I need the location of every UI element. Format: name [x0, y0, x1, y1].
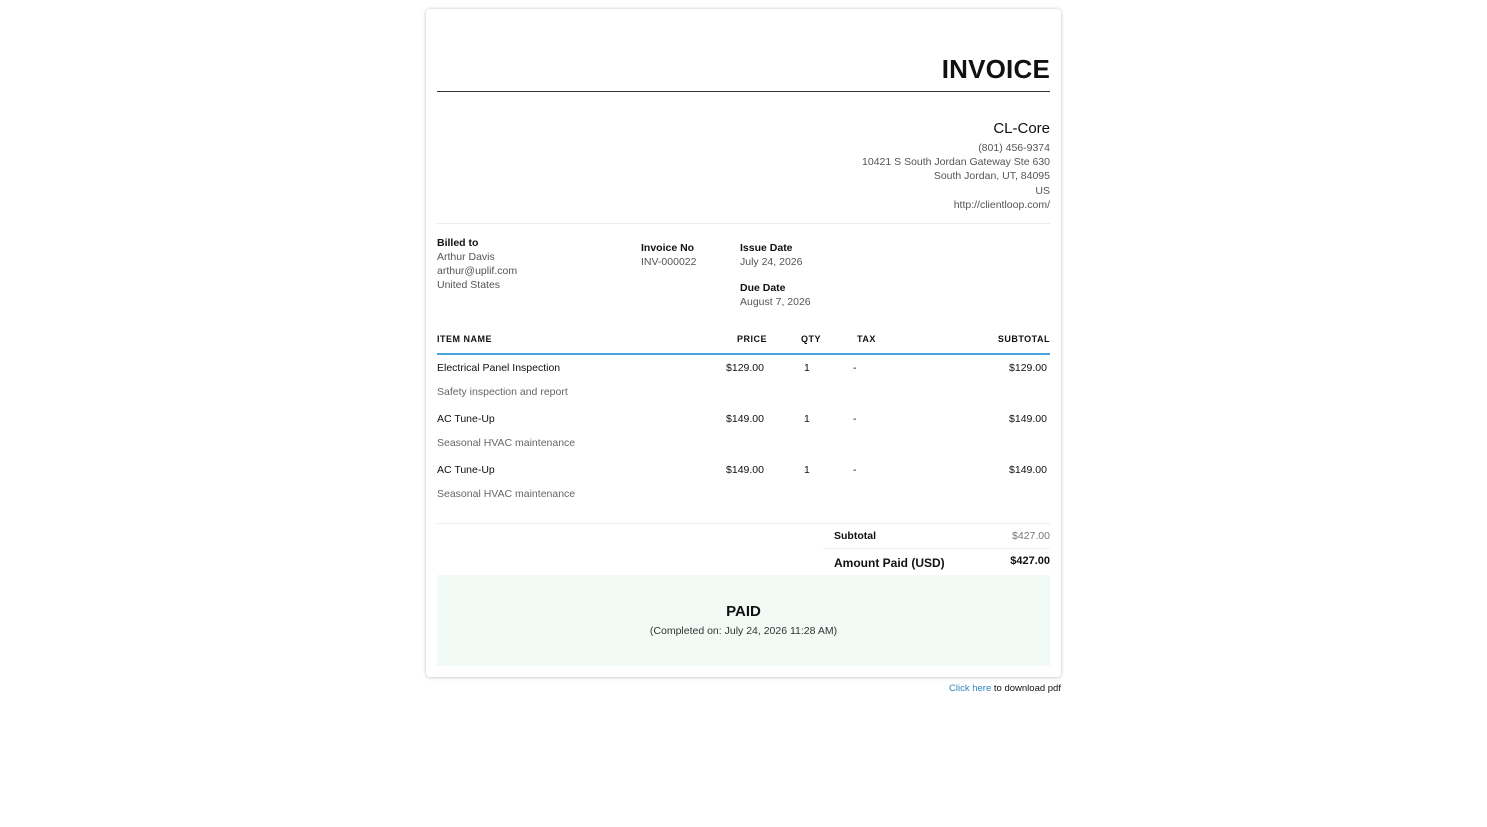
client-name: Arthur Davis [437, 251, 495, 263]
payment-completed-date: (Completed on: July 24, 2026 11:28 AM) [649, 625, 838, 637]
subtotal-value: $427.00 [1012, 530, 1050, 542]
item-price: $149.00 [726, 413, 764, 425]
company-phone: (801) 456-9374 [978, 142, 1050, 154]
invoice-number-value: INV-000022 [641, 256, 697, 268]
item-description: Seasonal HVAC maintenance [437, 488, 576, 500]
title-divider [437, 91, 1050, 92]
issue-date [740, 241, 802, 269]
item-price: $129.00 [726, 362, 764, 374]
company-address-line1: 10421 S South Jordan Gateway Ste 630 [862, 156, 1050, 169]
due-date-label: Due Date [740, 282, 786, 294]
download-pdf [949, 683, 1061, 694]
table-header-divider [437, 353, 1050, 355]
due-date-value: August 7, 2026 [740, 296, 811, 308]
due-date [740, 281, 811, 309]
item-name: AC Tune-Up [437, 413, 495, 425]
item-name: AC Tune-Up [437, 464, 495, 476]
invoice-title: INVOICE [941, 54, 1050, 84]
company-divider [437, 223, 1050, 224]
items-divider [437, 523, 1050, 524]
header-subtotal: SUBTOTAL [997, 334, 1050, 344]
table-row [437, 362, 1050, 413]
invoice-content [437, 9, 1050, 677]
download-pdf-text: to download pdf [991, 683, 1061, 694]
client-email: arthur@uplif.com [437, 265, 518, 278]
item-tax: - [853, 362, 857, 374]
header-qty: QTY [801, 334, 822, 344]
item-qty: 1 [804, 464, 810, 476]
summary-divider [823, 548, 1050, 549]
issue-date-value: July 24, 2026 [740, 256, 803, 268]
company-info [862, 119, 1050, 212]
item-qty: 1 [804, 413, 810, 425]
company-address-line2: South Jordan, UT, 84095 [933, 170, 1050, 183]
payment-status: PAID [726, 603, 761, 620]
billed-to [437, 236, 517, 293]
amount-paid-value: $427.00 [1010, 555, 1050, 567]
amount-paid-label: Amount Paid (USD) [834, 556, 945, 570]
invoice-card [426, 9, 1061, 677]
header-tax: TAX [857, 334, 876, 344]
item-description: Safety inspection and report [437, 386, 568, 398]
company-country: US [1035, 184, 1050, 197]
item-name: Electrical Panel Inspection [437, 362, 561, 374]
item-qty: 1 [804, 362, 810, 374]
client-country: United States [437, 279, 501, 292]
item-subtotal: $149.00 [1009, 464, 1047, 476]
item-tax: - [853, 413, 857, 425]
issue-date-label: Issue Date [740, 242, 793, 254]
header-item-name: ITEM NAME [437, 334, 492, 344]
item-description: Seasonal HVAC maintenance [437, 437, 576, 449]
subtotal-label: Subtotal [834, 530, 876, 542]
company-website: http://clientloop.com/ [953, 198, 1050, 211]
invoice-number-label: Invoice No [641, 242, 695, 254]
table-row [437, 413, 1050, 464]
header-price: PRICE [736, 334, 767, 344]
payment-status-banner [437, 575, 1050, 666]
download-pdf-link[interactable]: Click here [949, 683, 992, 694]
item-tax: - [853, 464, 857, 476]
company-name: CL-Core [993, 120, 1050, 137]
billed-to-label: Billed to [437, 237, 479, 249]
invoice-number [641, 241, 696, 269]
table-row [437, 464, 1050, 515]
item-subtotal: $149.00 [1009, 413, 1047, 425]
item-price: $149.00 [726, 464, 764, 476]
item-subtotal: $129.00 [1009, 362, 1047, 374]
